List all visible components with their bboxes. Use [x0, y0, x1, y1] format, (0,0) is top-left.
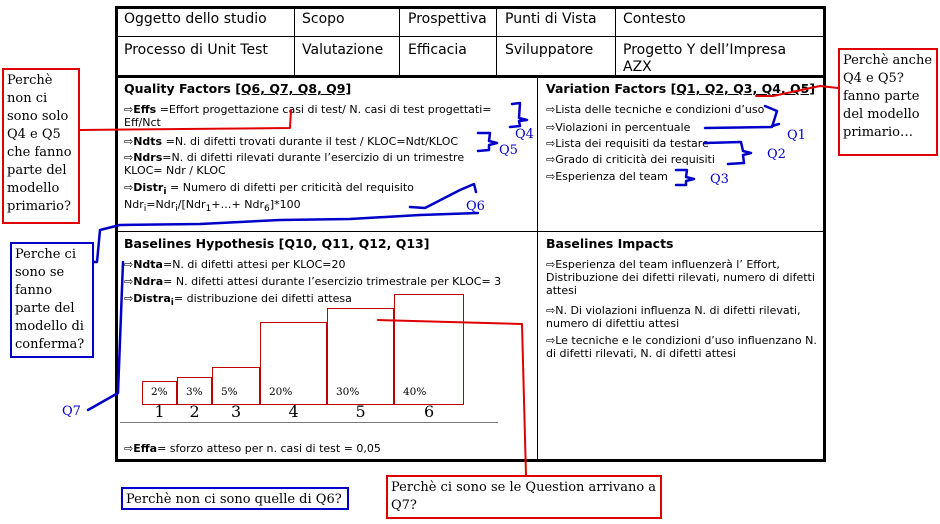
chart-bar-label: 3% [186, 386, 203, 398]
variation-item: ⇨Grado di criticità dei requisiti [546, 153, 715, 166]
baselines-hypothesis-title: Baselines Hypothesis [Q10, Q11, Q12, Q13] [124, 236, 430, 251]
q3-label: Q3 [710, 172, 729, 187]
chart-bar-label: 20% [269, 386, 293, 398]
impact-item: ⇨N. Di violazioni influenza N. di difetti rilevati, numero di difettiu attesi [546, 304, 801, 330]
chart-category-label: 3 [231, 402, 242, 421]
missing-q6-note: Perchè non ci sono quelle di Q6? [121, 487, 349, 510]
quality-item-distr: ⇨Distr$_i$ = Numero di difetti per criticità del requisito Ndr$_i$=Ndr$_i$/[Ndr$_1$+…+ Ndr$_6$]*100 [124, 181, 414, 215]
quality-item-ndrs: ⇨Ndrs=N. di difetti rilevati durante l’esercizio di un trimestre KLOC= Ndr / KLOC [124, 151, 465, 177]
q2-label: Q2 [767, 147, 786, 162]
q4-label: Q4 [515, 127, 534, 142]
variation-item: ⇨Lista delle tecniche e condizioni d’uso [546, 103, 765, 116]
hypothesis-item-ndra: ⇨Ndra= N. difetti attesi durante l’esercizio trimestrale per KLOC= 3 [124, 275, 502, 288]
chart-category-label: 4 [288, 402, 299, 421]
quality-item-ndts: ⇨Ndts =N. di difetti trovati durante il test / KLOC=Ndt/KLOC [124, 135, 459, 148]
hypothesis-item-ndta: ⇨Ndta=N. di difetti attesi per KLOC=20 [124, 258, 346, 271]
chart-category-label: 1 [154, 402, 165, 421]
variation-item: ⇨Esperienza del team [546, 170, 668, 183]
value-study-object: Processo di Unit Test [124, 42, 268, 58]
chart-bar-label: 40% [403, 386, 427, 398]
hypothesis-item-distra: ⇨Distra$_i$= distribuzione dei difetti attesa [124, 292, 352, 309]
impact-item: ⇨Le tecniche e le condizioni d’uso influenzano N. di difetti rilevati, N. di difetti attesi [546, 334, 817, 360]
variation-factors-title: Variation Factors [Q1, Q2, Q3, Q4, Q5] [546, 81, 816, 96]
header-perspective: Prospettiva [408, 11, 487, 27]
baselines-impacts-title: Baselines Impacts [546, 236, 674, 251]
quality-factors-title: Quality Factors [Q6, Q7, Q8, Q9] [124, 81, 352, 96]
q5-label: Q5 [499, 143, 518, 158]
right-question-note: Perchè anche Q4 e Q5? fanno parte del modello primario… [838, 48, 938, 156]
variation-item: ⇨Lista dei requisiti da testare [546, 137, 709, 150]
chart-bar-label: 30% [336, 386, 360, 398]
value-purpose: Valutazione [302, 42, 384, 58]
q1-label: Q1 [787, 128, 806, 143]
header-study-object: Oggetto dello studio [124, 11, 267, 27]
header-purpose: Scopo [302, 11, 345, 27]
left-question-note: Perchè non ci sono solo Q4 e Q5 che fanno parte del modello primario? [2, 68, 80, 224]
quality-item-effs: ⇨Effs =Effort progettazione casi di test/ N. casi di test progettati= Eff/Nct [124, 103, 492, 129]
chart-category-label: 6 [424, 402, 435, 421]
value-context: Progetto Y dell’Impresa AZX [623, 42, 787, 75]
value-perspective: Efficacia [408, 42, 467, 58]
confirm-model-note: Perche ci sono se fanno parte del modello di conferma? [10, 242, 94, 358]
q7-question-note: Perchè ci sono se le Question arrivano a Q7? [386, 475, 662, 519]
hypothesis-item-effa: ⇨Effa= sforzo atteso per n. casi di test = 0,05 [124, 442, 381, 455]
chart-category-label: 2 [189, 402, 200, 421]
impact-item: ⇨Esperienza del team influenzerà l’ Effort, Distribuzione dei difetti rilevati, numero di difetti attesi [546, 258, 815, 297]
header-viewpoints: Punti di Vista [505, 11, 597, 27]
q7-label: Q7 [62, 404, 81, 419]
chart-bar-label: 2% [151, 386, 168, 398]
variation-item: ⇨Violazioni in percentuale [546, 121, 691, 134]
q6-label: Q6 [466, 199, 485, 214]
value-viewpoint: Sviluppatore [505, 42, 594, 58]
chart-bar-label: 5% [221, 386, 238, 398]
header-context: Contesto [623, 11, 686, 27]
chart-category-label: 5 [355, 402, 366, 421]
